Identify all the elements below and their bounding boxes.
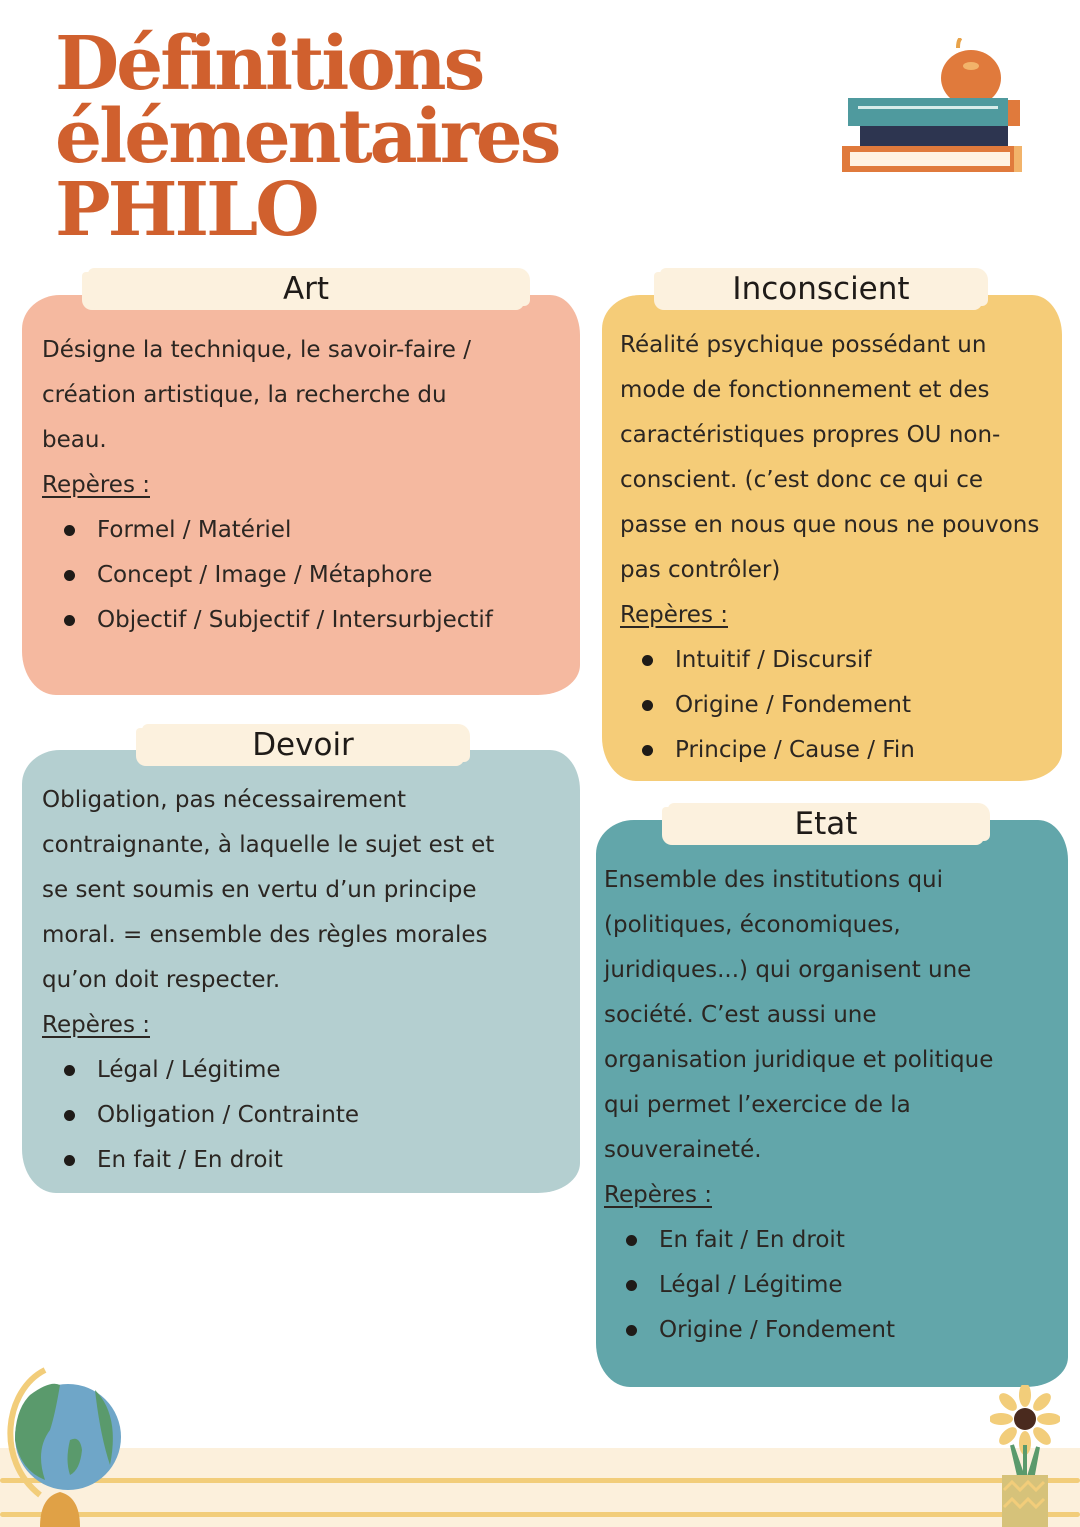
reperes-list [604,1218,993,1353]
definition-line: création artistique, la recherche du [42,382,447,408]
card-body-art [42,328,493,643]
definition-line: conscient. (c’est donc ce qui ce [620,467,984,493]
definition-line: souveraineté. [604,1137,762,1163]
reperes-item: Origine / Fondement [604,1308,993,1353]
definition-line: société. C’est aussi une [604,1002,877,1028]
card-heading-etat: Etat [668,803,984,845]
reperes-label: Repères : [620,602,728,628]
books-apple-icon [838,38,1028,178]
reperes-list [42,1048,494,1183]
reperes-item: Principe / Cause / Fin [620,728,1039,773]
ground-decoration [0,1448,1080,1527]
reperes-label: Repères : [42,472,150,498]
reperes-item: En fait / En droit [42,1138,494,1183]
reperes-item: Légal / Légitime [42,1048,494,1093]
reperes-item: Objectif / Subjectif / Intersurbjectif [42,598,493,643]
card-body-devoir [42,778,494,1183]
reperes-item: En fait / En droit [604,1218,993,1263]
reperes-label: Repères : [604,1182,712,1208]
title-line: Définitions [55,21,483,107]
definition-line: mode de fonctionnement et des [620,377,990,403]
card-heading-art: Art [88,268,524,310]
reperes-item: Obligation / Contrainte [42,1093,494,1138]
definition-line: moral. = ensemble des règles morales [42,922,488,948]
card-heading-inconscient: Inconscient [660,268,982,310]
definition-line: juridiques...) qui organisent une [604,957,972,983]
definition-line: pas contrôler) [620,557,781,583]
definition-line: organisation juridique et politique [604,1047,994,1073]
sunflower-icon [990,1385,1060,1527]
definition-line: qui permet l’exercice de la [604,1092,911,1118]
definition-line: se sent soumis en vertu d’un principe [42,877,477,903]
definition-line: Obligation, pas nécessairement [42,787,407,813]
page-title [55,21,559,253]
definition-line: passe en nous que nous ne pouvons [620,512,1040,538]
reperes-label: Repères : [42,1012,150,1038]
definition-line: Réalité psychique possédant un [620,332,987,358]
definition-line: contraignante, à laquelle le sujet est et [42,832,495,858]
reperes-list [620,638,1039,773]
reperes-item: Formel / Matériel [42,508,493,553]
definition-line: beau. [42,427,107,453]
card-body-etat [604,858,993,1353]
globe-icon [0,1365,130,1527]
definition-line: (politiques, économiques, [604,912,901,938]
definition-line: Ensemble des institutions qui [604,867,944,893]
reperes-item: Concept / Image / Métaphore [42,553,493,598]
card-body-inconscient [620,323,1039,773]
title-line: PHILO [55,167,317,253]
definition-line: qu’on doit respecter. [42,967,281,993]
title-line: élémentaires [55,94,559,180]
definition-line: Désigne la technique, le savoir-faire / [42,337,472,363]
card-heading-devoir: Devoir [142,724,464,766]
reperes-item: Légal / Légitime [604,1263,993,1308]
reperes-item: Intuitif / Discursif [620,638,1039,683]
definition-line: caractéristiques propres OU non- [620,422,1001,448]
reperes-list [42,508,493,643]
reperes-item: Origine / Fondement [620,683,1039,728]
